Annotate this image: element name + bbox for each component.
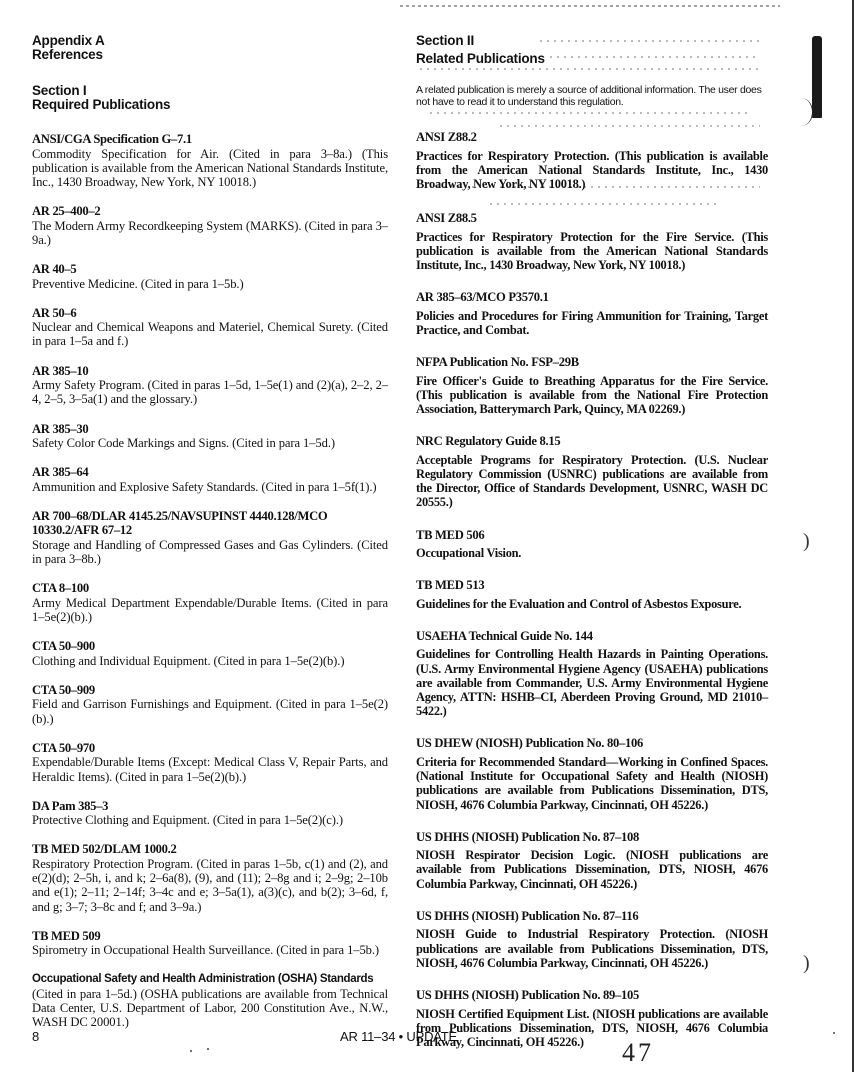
reference-description: NIOSH Certified Equipment List. (NIOSH publications are available from Publications Dissemination, DTS, NIOSH, 4676 Columbia Parkway, Cincinnati, OH 45226.): [416, 1006, 768, 1049]
reference-entry: [32, 132, 388, 189]
reference-description: (Cited in para 1–5d.) (OSHA publications are available from Technical Data Center, U.S. Department of Labor, 200 Constitution Ave., N.W., WASH DC 20001.): [32, 986, 388, 1030]
reference-entry: [416, 290, 768, 337]
reference-entry: [32, 306, 388, 349]
reference-entry: [32, 842, 388, 913]
reference-entry: [32, 741, 388, 784]
appendix-subtitle: References: [32, 47, 103, 62]
reference-title: NRC Regulatory Guide 8.15: [416, 434, 561, 449]
reference-entry: [32, 364, 388, 407]
reference-description: Safety Color Code Markings and Signs. (Cited in para 1–5d.): [32, 436, 335, 451]
reference-description: Respiratory Protection Program. (Cited in paras 1–5b, c(1) and (2), and e(2)(d); 2–5h, i, and k; 2–6a(8), (9), and (11); 2–8g and i; 2–9g; 2–10b and e(1); 2–11; 2–14f; 3–4c and e; 3–5a(1), a(3)(c), and b(2); 3–6d, f, and g; 3–7; 3–8c and f; and 3–9a.): [32, 856, 388, 914]
reference-title: AR 385–10: [32, 363, 89, 378]
appendix-heading: [32, 34, 388, 62]
section-2-title: Section II: [416, 33, 475, 48]
reference-title: AR 385–30: [32, 421, 89, 436]
reference-entry: [416, 629, 768, 719]
reference-entry: [416, 988, 768, 1049]
reference-title: CTA 8–100: [32, 581, 89, 596]
reference-title: USAEHA Technical Guide No. 144: [416, 628, 593, 643]
reference-description: Commodity Specification for Air. (Cited in para 3–8a.) (This publication is available from the American National Standards Institute, Inc., 1430 Broadway, New York, NY 10018.): [32, 146, 388, 189]
section-1-title: Section I: [32, 83, 87, 98]
reference-entry: [32, 509, 388, 566]
reference-title: US DHHS (NIOSH) Publication No. 87–108: [416, 829, 640, 844]
reference-entry: [32, 422, 388, 451]
reference-entry: [416, 909, 768, 970]
reference-title: Occupational Safety and Health Administration (OSHA) Standards: [32, 973, 374, 986]
scan-arc-mark: [790, 98, 813, 126]
appendix-title: Appendix A: [32, 33, 105, 48]
reference-description: Spirometry in Occupational Health Surveillance. (Cited in para 1–5b.): [32, 943, 380, 958]
reference-entry: [32, 581, 388, 624]
reference-description: Guidelines for Controlling Health Hazards in Painting Operations. (U.S. Army Environmental Hygiene Agency (USAEHA) publications are available from Commander, U.S. Army Environmental Hygiene Agency, ATTN: HSHB–CI, Aberdeen Proving Ground, MD 21010–5422.): [416, 647, 768, 719]
reference-description: Storage and Handling of Compressed Gases and Gas Cylinders. (Cited in para 3–8b.): [32, 537, 388, 567]
footer-document-title: AR 11–34 • UPDATE: [340, 1029, 457, 1044]
reference-entry: [416, 130, 768, 191]
section-2-heading: [416, 34, 768, 66]
stamped-page-number: 47: [622, 1038, 654, 1067]
reference-title: TB MED 502/DLAM 1000.2: [32, 842, 177, 857]
section-1-heading: [32, 84, 388, 112]
scan-paren-mark: ): [803, 952, 810, 974]
reference-title: AR 700–68/DLAR 4145.25/NAVSUPINST 4440.128/MCO 10330.2/AFR 67–12: [32, 508, 328, 538]
reference-title: DA Pam 385–3: [32, 798, 109, 813]
left-column: [32, 34, 388, 1045]
reference-entry: [416, 830, 768, 891]
reference-title: US DHHS (NIOSH) Publication No. 89–105: [416, 988, 640, 1002]
reference-title: CTA 50–909: [32, 682, 95, 697]
page-number: 8: [32, 1029, 40, 1044]
scan-artifact: [400, 5, 780, 7]
reference-entry: [32, 683, 388, 726]
reference-entry: [416, 578, 768, 611]
side-tab-marker: [812, 36, 822, 118]
reference-description: Field and Garrison Furnishings and Equipment. (Cited in para 1–5e(2)(b).): [32, 697, 388, 726]
reference-description: Occupational Vision.: [416, 546, 522, 561]
reference-title: AR 25–400–2: [32, 204, 101, 219]
reference-title: US DHEW (NIOSH) Publication No. 80–106: [416, 736, 643, 751]
reference-description: Acceptable Programs for Respiratory Protection. (U.S. Nuclear Regulatory Commission (USNRC) publications are available from the Director, Office of Standards Development, USNRC, WASH DC 20555.): [416, 452, 768, 510]
section-2-subtitle: Related Publications: [416, 51, 545, 66]
section-1-subtitle: Required Publications: [32, 97, 171, 112]
scan-paren-mark: ): [803, 530, 810, 552]
reference-description: NIOSH Guide to Industrial Respiratory Protection. (NIOSH publications are available from Publications Dissemination, DTS, NIOSH, 4676 Columbia Parkway, Cincinnati, OH 45226.): [416, 927, 768, 970]
reference-description: Fire Officer's Guide to Breathing Apparatus for the Fire Service. (This publication is available from the National Fire Protection Association, Batterymarch Park, Quincy, MA 02269.): [416, 373, 768, 417]
reference-entry: [416, 211, 768, 272]
reference-description: Army Medical Department Expendable/Durable Items. (Cited in para 1–5e(2)(b).): [32, 595, 388, 625]
reference-entry: [32, 639, 388, 668]
reference-entry: [416, 434, 768, 509]
reference-title: AR 385–63/MCO P3570.1: [416, 290, 549, 305]
reference-description: The Modern Army Recordkeeping System (MARKS). (Cited in para 3–9a.): [32, 218, 388, 247]
reference-description: Guidelines for the Evaluation and Control of Asbestos Exposure.: [416, 596, 742, 611]
reference-description: Nuclear and Chemical Weapons and Materiel, Chemical Surety. (Cited in para 1–5a and f.): [32, 320, 388, 349]
reference-description: Preventive Medicine. (Cited in para 1–5b.): [32, 276, 244, 291]
reference-title: AR 385–64: [32, 465, 89, 480]
reference-entry: [32, 929, 388, 958]
reference-description: Clothing and Individual Equipment. (Cited in para 1–5e(2)(b).): [32, 653, 345, 668]
scan-speck: [207, 1048, 209, 1050]
reference-description: Expendable/Durable Items (Except: Medical Class V, Repair Parts, and Heraldic Items). (Cited in para 1–5e(2)(b).): [32, 755, 388, 784]
reference-title: CTA 50–970: [32, 740, 95, 755]
reference-entry: [32, 204, 388, 247]
reference-entry: [416, 736, 768, 811]
reference-description: Policies and Procedures for Firing Ammunition for Training, Target Practice, and Combat.: [416, 308, 768, 337]
reference-title: AR 50–6: [32, 305, 77, 320]
reference-description: Ammunition and Explosive Safety Standards. (Cited in para 1–5f(1).): [32, 479, 377, 494]
section-2-note: A related publication is merely a source of additional information. The user does not have to read it to understand this regulation.: [416, 84, 762, 108]
reference-title: US DHHS (NIOSH) Publication No. 87–116: [416, 908, 639, 923]
reference-title: NFPA Publication No. FSP–29B: [416, 355, 579, 370]
reference-entry: [32, 465, 388, 494]
reference-entry: [416, 355, 768, 416]
reference-description: Criteria for Recommended Standard—Working in Confined Spaces. (National Institute for Occupational Safety and Health (NIOSH) publications are available from Publications Dissemination, DTS, NIOSH, 4676 Columbia Parkway, Cincinnati, OH 45226.): [416, 754, 768, 812]
reference-title: CTA 50–900: [32, 639, 95, 654]
reference-entry: [32, 972, 388, 1029]
page-edge-line: [852, 0, 854, 1072]
reference-title: TB MED 509: [32, 928, 101, 943]
reference-title: ANSI Z88.5: [416, 211, 477, 226]
reference-title: ANSI Z88.2: [416, 130, 477, 144]
reference-title: ANSI/CGA Specification G–7.1: [32, 132, 192, 146]
reference-title: AR 40–5: [32, 262, 77, 277]
scan-speck: [190, 1050, 192, 1052]
reference-title: TB MED 513: [416, 578, 485, 593]
reference-entry: [32, 799, 388, 828]
reference-description: Practices for Respiratory Protection. (This publication is available from the American National Standards Institute, Inc., 1430 Broadway, New York, NY 10018.): [416, 148, 768, 191]
reference-description: NIOSH Respirator Decision Logic. (NIOSH publications are available from Publications Dissemination, DTS, NIOSH, 4676 Columbia Parkway, Cincinnati, OH 45226.): [416, 848, 768, 891]
right-column: [416, 34, 768, 1049]
reference-title: TB MED 506: [416, 527, 485, 542]
reference-description: Practices for Respiratory Protection for the Fire Service. (This publication is available from the American National Standards Institute, Inc., 1430 Broadway, New York, NY 10018.): [416, 229, 768, 273]
reference-entry: [416, 528, 768, 561]
reference-entry: [32, 262, 388, 291]
reference-description: Army Safety Program. (Cited in paras 1–5d, 1–5e(1) and (2)(a), 2–2, 2–4, 2–5, 3–5a(1) and the glossary.): [32, 378, 388, 407]
scan-speck: [833, 1032, 835, 1034]
reference-description: Protective Clothing and Equipment. (Cited in para 1–5e(2)(c).): [32, 813, 344, 828]
